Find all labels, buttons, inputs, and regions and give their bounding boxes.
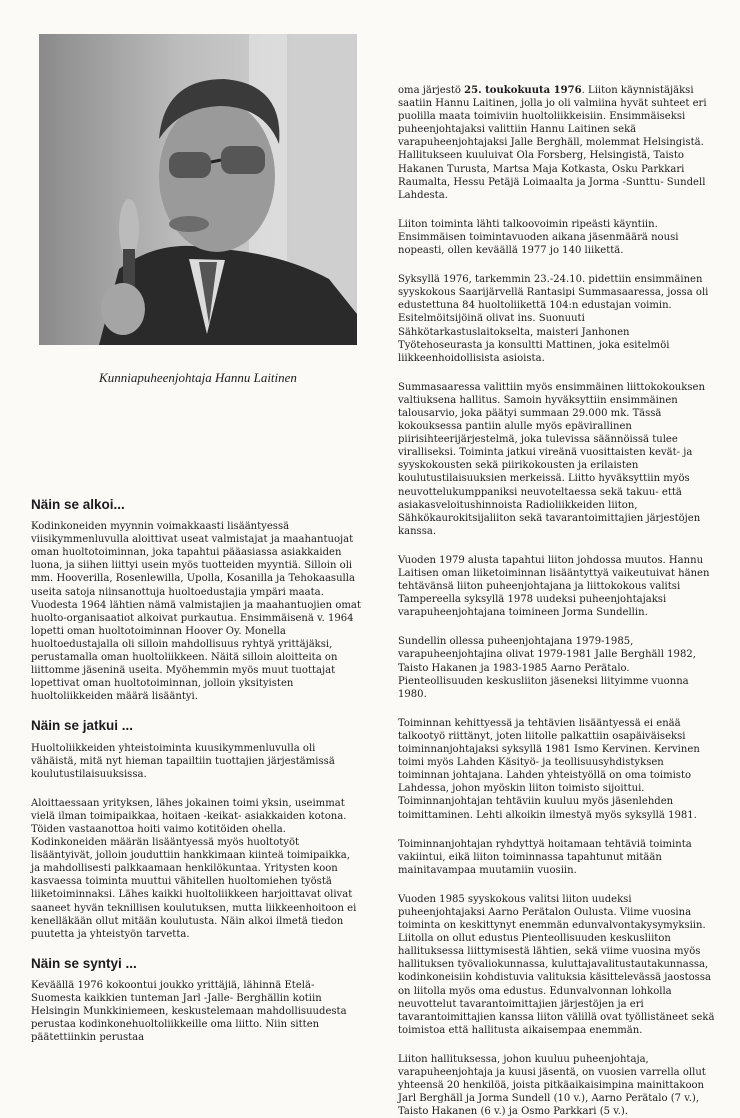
paragraph: Aloittaessaan yrityksen, lähes jokainen toimi yksin, useimmat vielä ilman toimipaikkaa, hoitaen -keikat- asiakkaiden kotona. Töiden vastaanottoa hoiti vaimo kotitöiden ohella. Kodinkoneiden määrän lisääntyessä myös huoltotyöt lisääntyivät, jolloin jouduttiin hankkimaan kiinteä toimipaikka, ja mahdollisesti palkkaamaan henkilökuntaa. Yritysten koon kasvaessa toiminta muuttui vähitellen huoltomiehen työstä liiketoiminnaksi. Lähes kaikki huoltoliikkeen harjoittavat olivat saaneet hyvän teknillisen koulutuksen, mutta liikkeenhoitoon ei kenelläkään ollut mitään koulutusta. Näin alkoi ilmetä tiedon puutetta ja yhteistyön tarvetta.	[31, 797, 357, 940]
founding-date: 25. toukokuuta 1976	[464, 85, 582, 96]
section-heading-alkoi: Näin se alkoi...	[31, 497, 125, 512]
paragraph: Vuoden 1979 alusta tapahtui liiton johdossa muutos. Hannu Laitisen oman liiketoiminnan lisääntyttyä vaikeutuivat hänen tehtävänsä liiton puheenjohtajana ja liittokokous valitsi Tampereella syksyllä 1978 uudeksi puheenjohtajaksi varapuheenjohtajana toimineen Jorma Sundellin.	[398, 554, 710, 619]
section-heading-jatkui: Näin se jatkui ...	[31, 718, 134, 734]
paragraph: Keväällä 1976 kokoontui joukko yrittäjiä, lähinnä Etelä-Suomesta kaikkien tunteman Jarl -Jalle- Berghällin kotiin Helsingin Munkkiniemeen, keskustelemaan mahdollisuudesta perustaa kodinkonehuoltoliikkeille oma liitto. Niin sitten päätettiinkin perustaa	[31, 979, 347, 1044]
text-run: oma järjestö	[398, 85, 465, 96]
portrait-photo	[39, 34, 357, 345]
paragraph: Huoltoliikkeiden yhteistoiminta kuusikymmenluvulla oli vähäistä, mitä nyt hieman tapailtiin tuottajien järjestämissä koulutustilaisuuksissa.	[31, 742, 335, 780]
paragraph	[398, 84, 716, 202]
right-column	[398, 84, 716, 1118]
text-run: . Liiton käynnistäjäksi saatiin Hannu Laitinen, jolla jo oli valmiina hyvät suhteet eri puolilla maata toimiviin huoltoliikkeisiin. Ensimmäiseksi puheenjohtajaksi valittiin Hannu Laitinen sekä varapuheenjohtajaksi Jalle Berghäll, molemmat Helsingistä. Hallitukseen kuuluivat Ola Forsberg, Helsingistä, Taisto Hakanen Turusta, Martsa Maja Kotkasta, Osku Parkkari Raumalta, Hessu Petäjä Loimaalta ja Jorma -Sunttu- Sundell Lahdesta.	[398, 85, 707, 201]
section-heading-syntyi: Näin se syntyi ...	[31, 955, 137, 971]
paragraph: Toiminnanjohtajan ryhdyttyä hoitamaan tehtäviä toiminta vakiintui, eikä liiton toiminnassa tapahtunut mitään mainitavampaa muutamiin vuosiin.	[398, 838, 692, 876]
paragraph: Liiton toiminta lähti talkoovoimin ripeästi käyntiin. Ensimmäisen toimintavuoden aikana jäsenmäärä nousi nopeasti, ollen keväällä 1977 jo 140 liikettä.	[398, 218, 679, 257]
paragraph: Vuoden 1985 syyskokous valitsi liiton uudeksi puheenjohtajaksi Aarno Perätalon Oulusta. Viime vuosina toiminta on keskittynyt enemmän edunvalvontakysymyksiin. Liitolla on ollut edustus Pienteollisuuden keskusliiton hallituksessa liittymisestä lähtien, sekä viime vuosina myös hallituksen työvaliokunnassa, kuluttajavalitustautakunnassa, kodinkoneisiin kohdistuvia valituksia käsittelevässä jaostossa on liitolla myös oma edustus. Edunvalvonnan lohkolla neuvottelut tavarantoimittajien järjestöjen ja eri tavarantoimittajien kanssa liiton välillä ovat työllistäneet sekä toimistoa että hallitusta aikaisempaa enemmän.	[398, 893, 715, 1036]
paragraph: Kodinkoneiden myynnin voimakkaasti lisääntyessä viisikymmenluvulla aloittivat useat valmistajat ja maahantuojat oman huoltotoiminnan, joka tapahtui pääasiassa asiakkaiden luona, ja siihen liittyi usein myös tuotteiden myyntiä. Silloin oli mm. Hooverilla, Rosenlewilla, Upolla, Kosanilla ja Tehokaasulla useita satoja niinsanottuja huoltoedustajia ympäri maata. Vuodesta 1964 lähtien nämä valmistajien ja maahantuojien omat huolto-organisaatiot alkoivat purkautua. Ensimmäisenä v. 1964 lopetti oman huoltotoiminnan Hoover Oy. Monella huoltoedustajalla oli silloin mahdollisuus ryhtyä yrittäjäksi, perustamalla oman huoltoliikkeen. Näitä silloin aloitteita on liittomme jäseninä useita. Myöhemmin myös muut tuottajat lopettivat oman huoltotoiminnan, jolloin yksityisten huoltoliikkeiden määrä lisääntyi.	[31, 521, 361, 703]
left-column	[31, 498, 361, 1044]
paragraph: Syksyllä 1976, tarkemmin 23.-24.10. pidettiin ensimmäinen syyskokous Saarijärvellä Rantasipi Summasaaressa, jossa oli edustettuna 84 huoltoliikettä 104:n edustajan voimin. Esitelmöitsijöinä olivat ins. Suonuuti Sähkötarkastuslaitokselta, maisteri Janhonen Työtehoseurasta ja konsultti Mattinen, joka esitelmöi liikkeenhoidollisista asioista.	[398, 274, 709, 364]
photo-caption: Kunniapuheenjohtaja Hannu Laitinen	[99, 370, 297, 385]
paragraph: Toiminnan kehittyessä ja tehtävien lisääntyessä ei enää talkootyö riittänyt, joten liitolle palkattiin osapäiväiseksi toiminnanjohtajaksi syksyllä 1981 Ismo Kervinen. Kervinen toimi myös Lahden Käsityö- ja teollisuusyhdistyksen toiminnan johtajana. Lahden yhteistyöllä on oma toimisto Lahdessa, johon myöskin liiton toimisto sijoittui. Toiminnanjohtajan tehtäviin kuuluu myös jäsenlehden toimittaminen. Lehti alkoikin ilmestyä myös syksyllä 1981.	[398, 717, 700, 821]
paragraph: Sundellin ollessa puheenjohtajana 1979-1985, varapuheenjohtajina olivat 1979-1981 Jalle Berghäll 1982, Taisto Hakanen ja 1983-1985 Aarno Perätalo. Pienteollisuuden keskusliiton jäseneksi liityimme vuonna 1980.	[398, 636, 696, 700]
paragraph: Summasaaressa valittiin myös ensimmäinen liittokokouksen valtiuksena hallitus. Samoin hyväksyttiin ensimmäinen talousarvio, joka päätyi summaan 29.000 mk. Tässä kokouksessa pantiin alulle myös epävirallinen piirisihteerijärjestelmä, joka tulevissa säännöissä tulee viralliseksi. Toiminta jatkui vireänä vuosittaisten kevät- ja syyskokousten sekä piirikokousten ja erilaisten koulutustilaisuuksien merkeissä. Liitto hyväksyttiin myös neuvottelukumppaniksi neuvoteltaessa sekä takuu- että asiakasveloitushinnoista Radioliikkeiden liiton, Sähkökaurokitsijaliiton sekä tavarantoimittajien järjestöjen kanssa.	[398, 381, 705, 537]
portrait-illustration	[39, 34, 357, 345]
paragraph: Liiton hallituksessa, johon kuuluu puheenjohtaja, varapuheenjohtaja ja kuusi jäsentä, on vuosien varrella ollut yhteensä 20 henkilöä, joista pitkäaikaisimpina mainittakoon Jarl Berghäll ja Jorma Sundell (10 v.), Aarno Perätalo (7 v.), Taisto Hakanen (6 v.) ja Osmo Parkkari (5 v.).	[398, 1053, 706, 1118]
